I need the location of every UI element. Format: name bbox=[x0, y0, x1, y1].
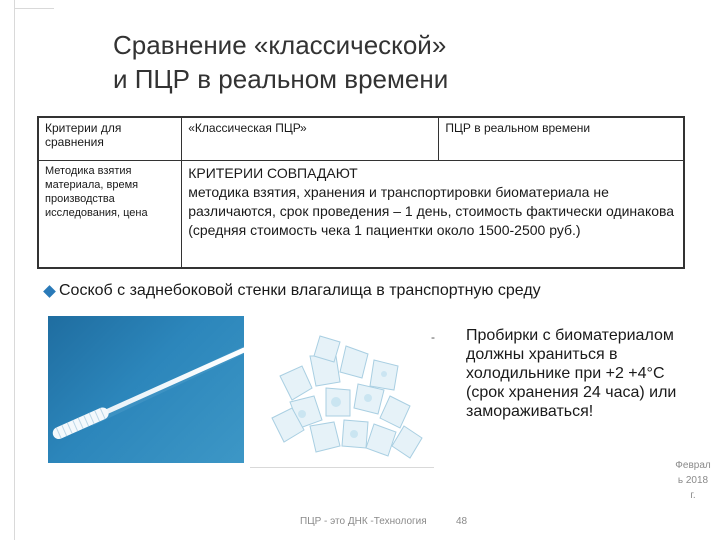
slide-corner-rule bbox=[14, 8, 54, 9]
criteria-cell: Методика взятия материала, время производства исследования, цена bbox=[38, 160, 182, 268]
separator-dash: - bbox=[431, 330, 435, 344]
merged-comparison-cell bbox=[182, 160, 684, 268]
footer-date: Февраль 2018 г. bbox=[675, 460, 711, 501]
test-tubes-icon bbox=[250, 316, 434, 468]
comparison-table bbox=[37, 116, 685, 269]
bullet-text: Соскоб с заднебоковой стенки влагалища в транспортную среду bbox=[59, 282, 541, 299]
header-criteria: Критерии для сравнения bbox=[38, 117, 182, 160]
tubes-image bbox=[250, 316, 434, 468]
footer-text: ПЦР - это ДНК -Технология bbox=[300, 516, 427, 527]
merged-heading: КРИТЕРИИ СОВПАДАЮТ bbox=[188, 164, 358, 181]
swab-icon bbox=[48, 316, 244, 463]
diamond-bullet-icon bbox=[43, 285, 56, 298]
storage-note: Пробирки с биоматериалом должны храниться в холодильнике при +2 +4°С (срок хранения 24 часа) или замораживаться! bbox=[466, 327, 677, 420]
table-row bbox=[38, 160, 684, 268]
header-classic-pcr: «Классическая ПЦР» bbox=[182, 117, 439, 160]
table-header-row bbox=[38, 117, 684, 160]
title-line-2: и ПЦР в реальном времени bbox=[113, 64, 449, 94]
slide-title bbox=[113, 28, 448, 96]
swab-image bbox=[48, 316, 244, 463]
bullet-item bbox=[45, 280, 541, 302]
slide-left-rule bbox=[14, 0, 15, 540]
title-line-1: Сравнение «классической» bbox=[113, 30, 447, 60]
merged-text: методика взятия, хранения и транспортировки биоматериала не различаются, срок проведения – 1 день, стоимость фактически одинакова (средняя стоимость чека 1 пациентки около 1500-2500 руб.) bbox=[188, 183, 675, 238]
header-realtime-pcr: ПЦР в реальном времени bbox=[439, 117, 684, 160]
page-number: 48 bbox=[456, 516, 468, 527]
